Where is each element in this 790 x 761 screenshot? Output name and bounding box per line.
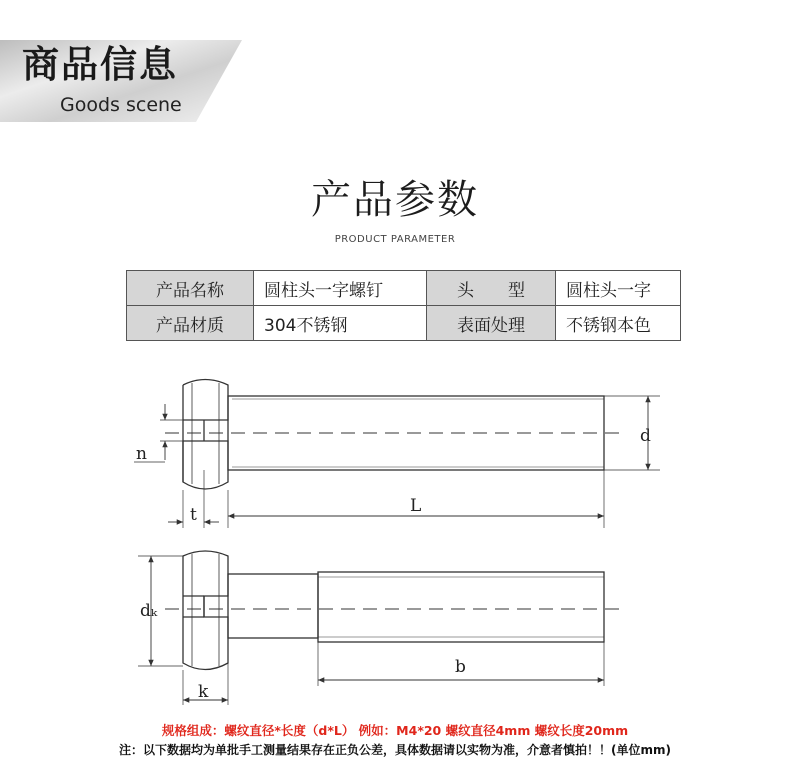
table-row <box>127 306 681 341</box>
bottom-view <box>138 551 625 705</box>
param-value: 304不锈钢 <box>254 306 427 341</box>
param-value: 不锈钢本色 <box>556 306 681 341</box>
param-value: 圆柱头一字螺钉 <box>254 271 427 306</box>
dim-label-L: L <box>410 496 422 516</box>
section-title: 产品参数 <box>311 177 479 223</box>
param-key: 表面处理 <box>427 306 556 341</box>
dim-label-n: n <box>136 444 147 464</box>
disclaimer-note: 注：以下数据均为单批手工测量结果存在正负公差，具体数据请以实物为准，介意者慎拍！！(单位mm) <box>119 743 671 757</box>
dim-label-t: t <box>190 505 197 525</box>
parameter-table <box>126 270 681 341</box>
dim-label-dk: dₖ <box>140 601 158 621</box>
param-key: 产品材质 <box>127 306 254 341</box>
dim-label-d: d <box>640 426 651 446</box>
screw-technical-drawing <box>0 360 790 710</box>
dim-label-b: b <box>455 657 466 677</box>
spec-note: 规格组成：螺纹直径*长度（d*L） 例如：M4*20 螺纹直径4mm 螺纹长度20mm <box>161 723 629 738</box>
header-title-cn: 商品信息 <box>22 43 178 86</box>
param-value: 圆柱头一字 <box>556 271 681 306</box>
banner-text <box>0 40 242 122</box>
table-row <box>127 271 681 306</box>
top-view <box>134 380 660 529</box>
header-title-en: Goods scene <box>60 94 182 116</box>
param-key: 产品名称 <box>127 271 254 306</box>
dim-label-k: k <box>198 682 209 702</box>
param-key: 头 型 <box>427 271 556 306</box>
section-subtitle: PRODUCT PARAMETER <box>334 234 456 245</box>
